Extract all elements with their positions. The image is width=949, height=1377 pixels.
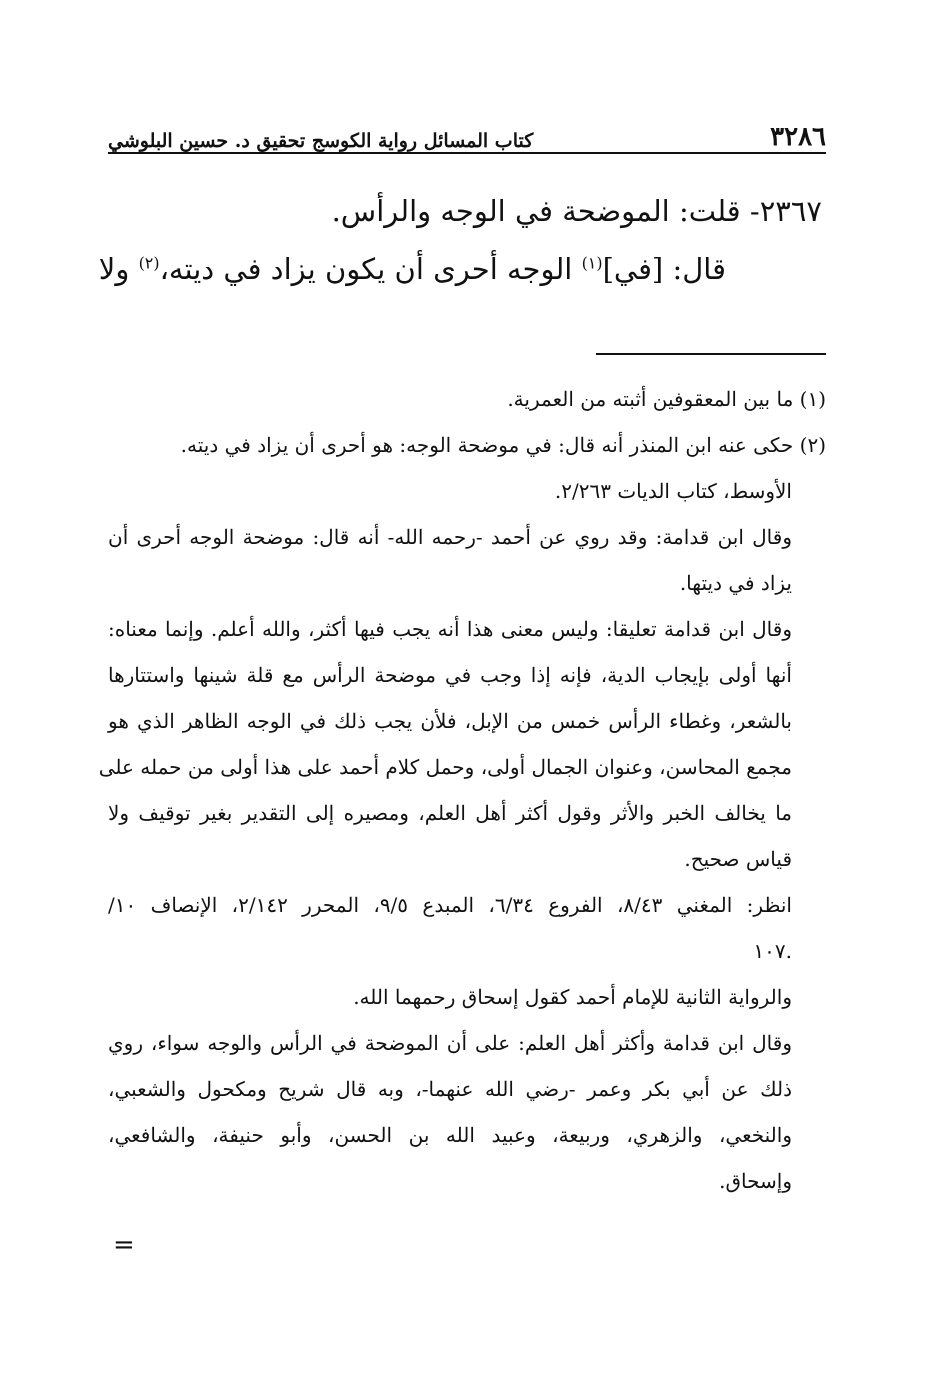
header-rule xyxy=(108,152,826,154)
footnote-2-line-10: قياس صحيح. xyxy=(684,847,792,871)
footnote-2-line-9: ما يخالف الخبر والأثر وقول أكثر أهل العلم، ومصيره إلى التقدير بغير توقيف ولا xyxy=(108,801,792,825)
main-line-1 xyxy=(108,182,826,240)
answer-text-c: ولا xyxy=(98,252,139,286)
main-text xyxy=(98,182,826,298)
footnote-2-line-15: ذلك عن أبي بكر وعمر -رضي الله عنهما-، وبه قال شريح ومكحول والشعبي، xyxy=(108,1077,792,1101)
footnote-1: (١) ما بين المعقوفين أثبته من العمرية. xyxy=(507,387,826,411)
footnote-2-line-6: أنها أولى بإيجاب الدية، فإنه إذا وجب في موضحة الرأس مع قلة شينها واستتارها xyxy=(108,663,792,687)
question-text: ٢٣٦٧- قلت: الموضحة في الوجه والرأس. xyxy=(331,194,822,228)
footnote-2-line-13: والرواية الثانية للإمام أحمد كقول إسحاق رحمهما الله. xyxy=(353,985,792,1009)
footnote-2-line-14: وقال ابن قدامة وأكثر أهل العلم: على أن الموضحة في الرأس والوجه سواء، روي xyxy=(108,1031,792,1055)
page-number: ٣٢٨٦ xyxy=(770,122,826,152)
running-title: كتاب المسائل رواية الكوسج تحقيق د. حسين البلوشي xyxy=(108,130,534,152)
footnotes xyxy=(98,376,826,1204)
footnote-2-line-5: وقال ابن قدامة تعليقا: وليس معنى هذا أنه يجب فيها أكثر، والله أعلم. وإنما معناه: xyxy=(108,617,792,641)
continuation-mark: = xyxy=(113,1230,135,1260)
page-header xyxy=(108,112,826,152)
footnote-2-line-16: والنخعي، والزهري، وربيعة، وعبيد الله بن الحسن، وأبو حنيفة، والشافعي، xyxy=(108,1123,792,1147)
footnote-2-line-17: وإسحاق. xyxy=(719,1169,792,1193)
footnote-2-line-11: انظر: المغني ٨/٤٣، الفروع ٦/٣٤، المبدع ٩/٥، المحرر ٢/١٤٢، الإنصاف ١٠/ xyxy=(108,893,792,917)
answer-text-b: الوجه أحرى أن يكون يزاد في ديته، xyxy=(159,252,582,286)
footnote-2-line-2: الأوسط، كتاب الديات ٢/٢٦٣. xyxy=(554,479,792,503)
main-line-2 xyxy=(98,240,726,298)
answer-text-a: قال: [في] xyxy=(602,252,726,286)
footnote-2-line-1: (٢) حكى عنه ابن المنذر أنه قال: في موضحة الوجه: هو أحرى أن يزاد في ديته. xyxy=(180,433,826,457)
footnote-2-line-4: يزاد في ديتها. xyxy=(679,571,792,595)
footnote-ref-1: (١) xyxy=(581,253,603,273)
footnote-2-line-12: ١٠٧. xyxy=(753,939,792,963)
footnote-separator xyxy=(596,353,826,355)
footnote-2-line-7: بالشعر، وغطاء الرأس خمس من الإبل، فلأن يجب ذلك في الوجه الظاهر الذي هو xyxy=(108,709,792,733)
footnote-2-line-8: مجمع المحاسن، وعنوان الجمال أولى، وحمل كلام أحمد على هذا أولى من حمله على xyxy=(98,755,792,779)
footnote-ref-2: (٢) xyxy=(138,253,160,273)
footnote-2-line-3: وقال ابن قدامة: وقد روي عن أحمد -رحمه الله- أنه قال: موضحة الوجه أحرى أن xyxy=(108,525,792,549)
